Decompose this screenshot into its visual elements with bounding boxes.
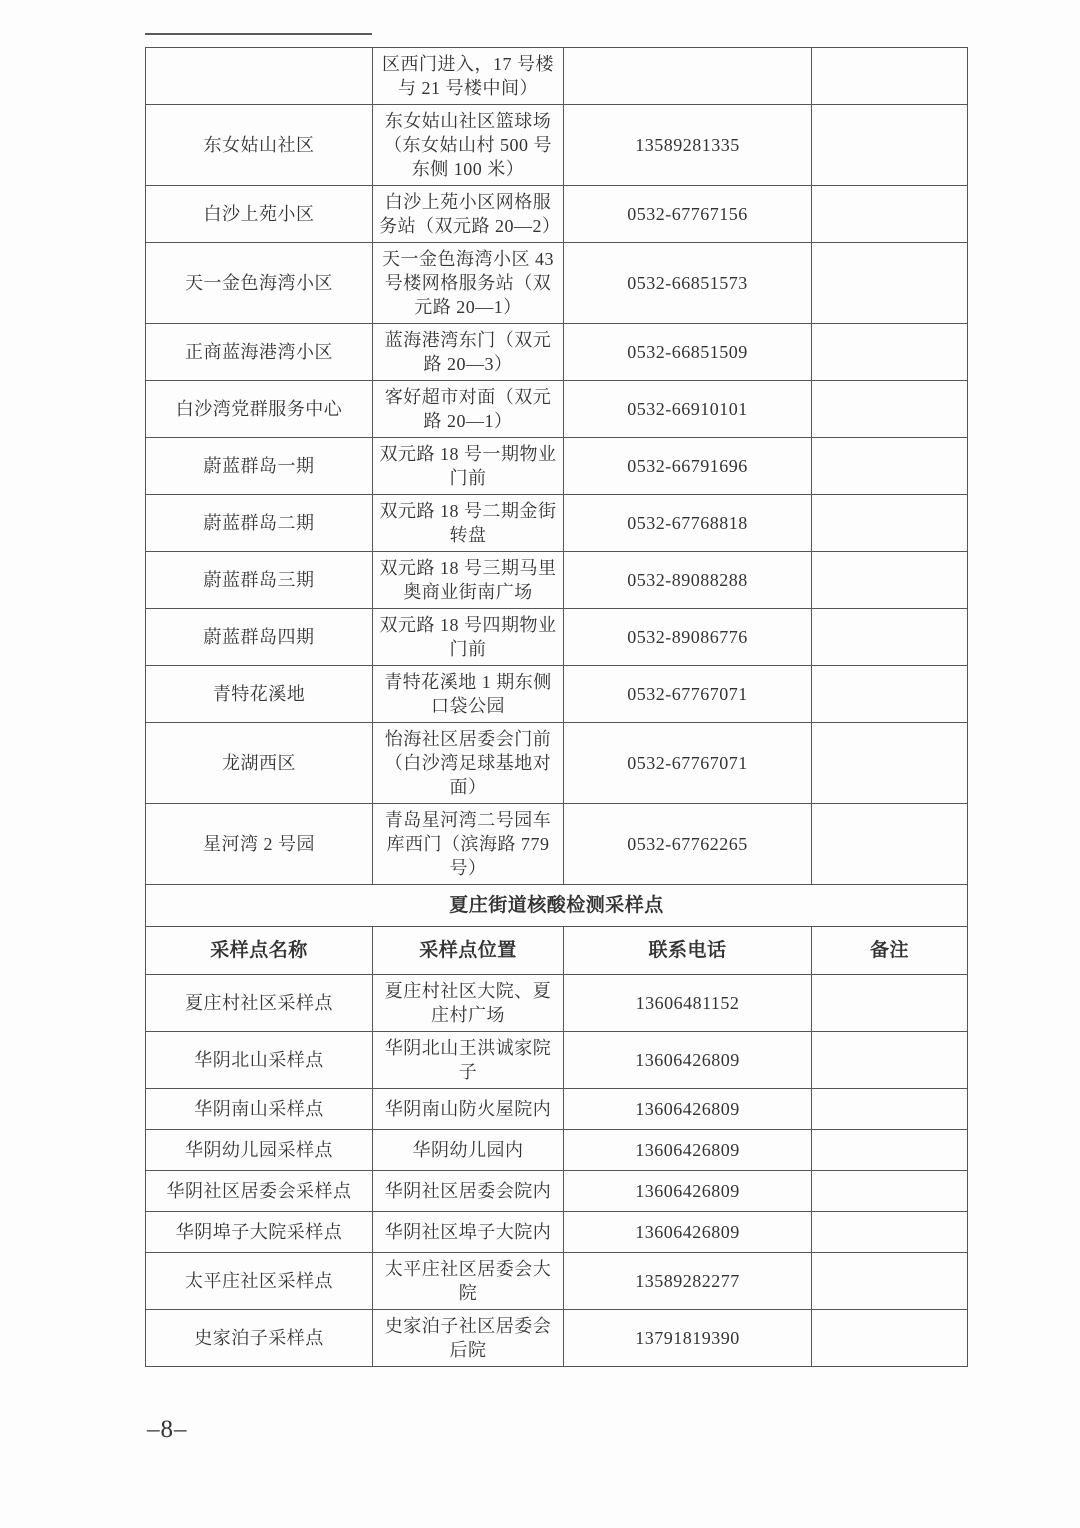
cell-phone: 0532-89088288 [564, 552, 812, 609]
cell-phone: 0532-89086776 [564, 609, 812, 666]
table-row [146, 438, 968, 495]
cell-location: 华阴北山王洪诚家院子 [373, 1032, 564, 1089]
cell-name: 蔚蓝群岛三期 [146, 552, 373, 609]
sampling-points-table [145, 47, 968, 1367]
cell-phone: 13606426809 [564, 1089, 812, 1130]
column-header-location: 采样点位置 [373, 927, 564, 975]
column-header-name: 采样点名称 [146, 927, 373, 975]
column-header-phone: 联系电话 [564, 927, 812, 975]
cell-phone: 0532-67762265 [564, 804, 812, 885]
cell-phone: 0532-66851573 [564, 243, 812, 324]
table-row [146, 1212, 968, 1253]
table-top-border-stub [145, 33, 372, 35]
table-row [146, 609, 968, 666]
table-row [146, 324, 968, 381]
cell-remark [812, 324, 968, 381]
cell-remark [812, 1089, 968, 1130]
cell-name: 华阴埠子大院采样点 [146, 1212, 373, 1253]
cell-name: 蔚蓝群岛四期 [146, 609, 373, 666]
cell-location: 青特花溪地 1 期东侧口袋公园 [373, 666, 564, 723]
cell-location: 华阴社区埠子大院内 [373, 1212, 564, 1253]
table-row [146, 666, 968, 723]
cell-remark [812, 1171, 968, 1212]
cell-location: 夏庄村社区大院、夏庄村广场 [373, 975, 564, 1032]
cell-phone: 0532-66791696 [564, 438, 812, 495]
cell-remark [812, 438, 968, 495]
cell-name: 正商蓝海港湾小区 [146, 324, 373, 381]
cell-name: 东女姑山社区 [146, 105, 373, 186]
cell-remark [812, 804, 968, 885]
cell-name [146, 48, 373, 105]
cell-remark [812, 48, 968, 105]
cell-location: 天一金色海湾小区 43 号楼网格服务站（双元路 20—1） [373, 243, 564, 324]
cell-phone: 13606426809 [564, 1032, 812, 1089]
cell-phone: 13589282277 [564, 1253, 812, 1310]
cell-phone: 0532-67767156 [564, 186, 812, 243]
table-row [146, 105, 968, 186]
section-title: 夏庄街道核酸检测采样点 [146, 885, 968, 927]
continuation-table-body [146, 48, 968, 885]
cell-phone: 13606426809 [564, 1130, 812, 1171]
table-row [146, 975, 968, 1032]
cell-name: 太平庄社区采样点 [146, 1253, 373, 1310]
table-row [146, 1310, 968, 1367]
cell-remark [812, 1212, 968, 1253]
cell-location: 双元路 18 号二期金街转盘 [373, 495, 564, 552]
cell-name: 白沙上苑小区 [146, 186, 373, 243]
cell-phone: 13606426809 [564, 1212, 812, 1253]
table-row [146, 1130, 968, 1171]
cell-name: 华阴北山采样点 [146, 1032, 373, 1089]
cell-location: 东女姑山社区篮球场（东女姑山村 500 号东侧 100 米） [373, 105, 564, 186]
table-row [146, 48, 968, 105]
column-header-remark: 备注 [812, 927, 968, 975]
cell-phone: 13606481152 [564, 975, 812, 1032]
cell-location: 怡海社区居委会门前（白沙湾足球基地对面） [373, 723, 564, 804]
cell-remark [812, 975, 968, 1032]
page-number: –8– [147, 1416, 188, 1443]
cell-location: 双元路 18 号一期物业门前 [373, 438, 564, 495]
table-row [146, 1032, 968, 1089]
cell-phone: 13791819390 [564, 1310, 812, 1367]
cell-location: 华阴幼儿园内 [373, 1130, 564, 1171]
cell-phone: 0532-67767071 [564, 723, 812, 804]
cell-remark [812, 552, 968, 609]
table-row [146, 381, 968, 438]
cell-remark [812, 609, 968, 666]
cell-name: 蔚蓝群岛二期 [146, 495, 373, 552]
table-row [146, 723, 968, 804]
cell-name: 天一金色海湾小区 [146, 243, 373, 324]
cell-location: 双元路 18 号四期物业门前 [373, 609, 564, 666]
cell-location: 华阴南山防火屋院内 [373, 1089, 564, 1130]
cell-location: 华阴社区居委会院内 [373, 1171, 564, 1212]
cell-name: 华阴社区居委会采样点 [146, 1171, 373, 1212]
table-row [146, 186, 968, 243]
cell-name: 华阴幼儿园采样点 [146, 1130, 373, 1171]
table-row [146, 243, 968, 324]
cell-remark [812, 723, 968, 804]
cell-name: 华阴南山采样点 [146, 1089, 373, 1130]
table-row [146, 1253, 968, 1310]
cell-phone: 0532-66910101 [564, 381, 812, 438]
column-header-row [146, 927, 968, 975]
cell-name: 星河湾 2 号园 [146, 804, 373, 885]
cell-name: 青特花溪地 [146, 666, 373, 723]
cell-remark [812, 1253, 968, 1310]
cell-phone: 13589281335 [564, 105, 812, 186]
cell-location: 双元路 18 号三期马里奥商业街南广场 [373, 552, 564, 609]
cell-phone: 0532-67768818 [564, 495, 812, 552]
cell-remark [812, 666, 968, 723]
cell-phone: 0532-66851509 [564, 324, 812, 381]
table-row [146, 552, 968, 609]
cell-remark [812, 105, 968, 186]
table-row [146, 495, 968, 552]
cell-remark [812, 186, 968, 243]
section-title-row [146, 885, 968, 927]
cell-location: 区西门进入，17 号楼与 21 号楼中间） [373, 48, 564, 105]
cell-phone: 13606426809 [564, 1171, 812, 1212]
cell-name: 白沙湾党群服务中心 [146, 381, 373, 438]
cell-location: 青岛星河湾二号园车库西门（滨海路 779 号） [373, 804, 564, 885]
cell-phone [564, 48, 812, 105]
table-row [146, 804, 968, 885]
cell-name: 蔚蓝群岛一期 [146, 438, 373, 495]
section-header-group [146, 885, 968, 975]
table-row [146, 1089, 968, 1130]
cell-name: 夏庄村社区采样点 [146, 975, 373, 1032]
cell-location: 太平庄社区居委会大院 [373, 1253, 564, 1310]
cell-remark [812, 1310, 968, 1367]
cell-remark [812, 1130, 968, 1171]
cell-phone: 0532-67767071 [564, 666, 812, 723]
cell-remark [812, 381, 968, 438]
section-table-body [146, 975, 968, 1367]
cell-remark [812, 1032, 968, 1089]
cell-name: 史家泊子采样点 [146, 1310, 373, 1367]
cell-location: 蓝海港湾东门（双元路 20—3） [373, 324, 564, 381]
table-row [146, 1171, 968, 1212]
cell-remark [812, 243, 968, 324]
cell-remark [812, 495, 968, 552]
cell-name: 龙湖西区 [146, 723, 373, 804]
cell-location: 史家泊子社区居委会后院 [373, 1310, 564, 1367]
cell-location: 客好超市对面（双元路 20—1） [373, 381, 564, 438]
cell-location: 白沙上苑小区网格服务站（双元路 20—2） [373, 186, 564, 243]
